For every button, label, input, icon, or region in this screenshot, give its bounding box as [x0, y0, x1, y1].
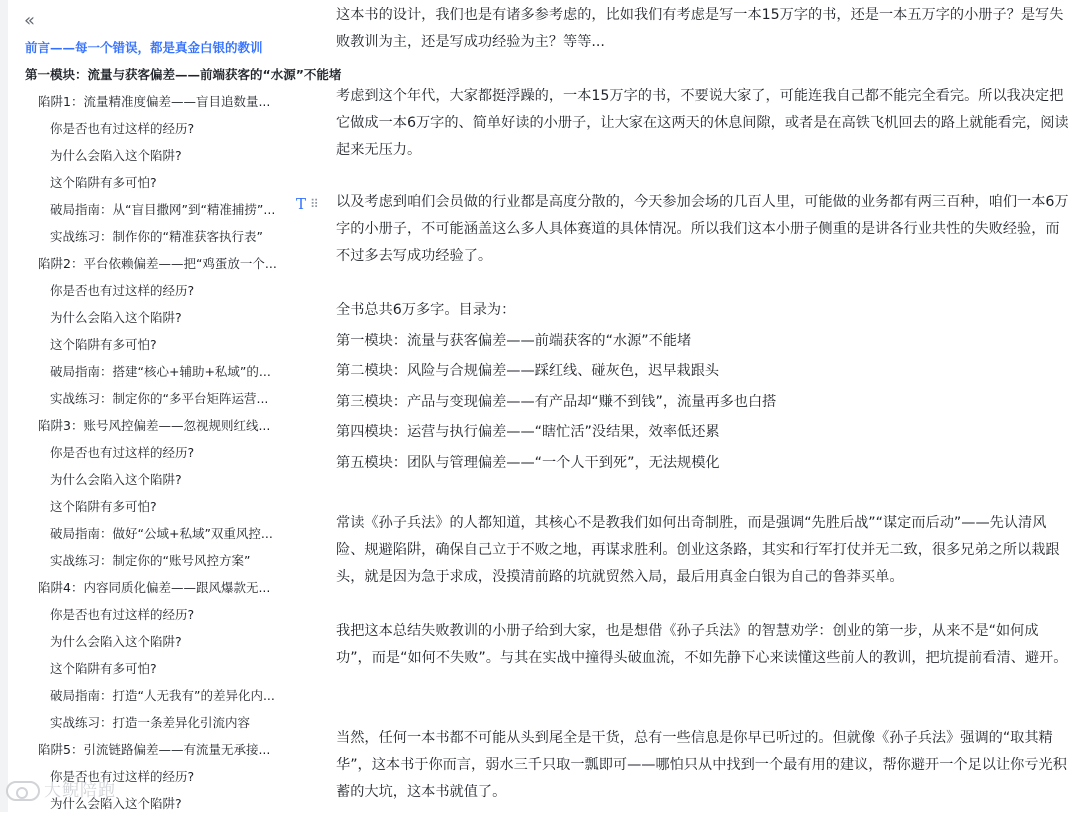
outline-item[interactable]: 这个陷阱有多可怕? [50, 337, 157, 352]
outline-item[interactable]: 陷阱4：内容同质化偏差——跟风爆款无... [38, 580, 271, 595]
outline-item[interactable]: 破局指南：从“盲目撒网”到“精准捕捞”... [50, 202, 276, 217]
outline-item[interactable]: 为什么会陷入这个陷阱? [50, 310, 182, 325]
outline-item[interactable]: 你是否也有过这样的经历? [50, 121, 195, 136]
outline-item[interactable]: 陷阱2：平台依赖偏差——把“鸡蛋放一个... [38, 256, 277, 271]
paragraph-era: 考虑到这个年代，大家都挺浮躁的，一本15万字的书，不要说大家了，可能连我自己都不能完全看完。所以我决定把它做成一本6万字的、简单好读的小册子，让大家在这两天的休息间隙，或者是在高铁飞机回去的路上就能看完，阅读起来无压力。 [336, 88, 1069, 158]
toc-line-2: 第二模块：风险与合规偏差——踩红线、碰灰色，迟早栽跟头 [336, 363, 720, 379]
paragraph-sunzi: 常读《孙子兵法》的人都知道，其核心不是教我们如何出奇制胜，而是强调“先胜后战”“谋定而后动”——先认清风险、规避陷阱，确保自己立于不败之地，再谋求胜利。创业这条路，其实和行军打仗并无二致，很多兄弟之所以栽跟头，就是因为急于求成，没摸清前路的坑就贸然入局，最后用真金白银为自己的鲁莽买单。 [336, 515, 1060, 585]
outline-item[interactable]: 陷阱3：账号风控偏差——忽视规则红线... [38, 418, 271, 433]
outline-sidebar [8, 0, 342, 812]
outline-item[interactable]: 破局指南：做好“公域+私域”双重风控... [50, 526, 273, 541]
outline-item[interactable]: 你是否也有过这样的经历? [50, 445, 195, 460]
outline-item[interactable]: 这个陷阱有多可怕? [50, 499, 157, 514]
outline-item[interactable]: 实战练习：制定你的“多平台矩阵运营... [50, 391, 269, 406]
outline-item[interactable]: 实战练习：制作你的“精准获客执行表” [50, 229, 263, 244]
left-edge-bar [0, 0, 8, 812]
outline-item[interactable]: 陷阱1：流量精准度偏差——盲目追数量... [38, 94, 271, 109]
drag-handle-icon[interactable]: ⠿ [310, 197, 318, 211]
outline-item[interactable]: 你是否也有过这样的经历? [50, 769, 195, 784]
watermark [6, 776, 116, 801]
paragraph-toc-intro: 全书总共6万多字。目录为： [336, 302, 516, 318]
outline-item[interactable]: 为什么会陷入这个陷阱? [50, 796, 182, 811]
text-block-icon[interactable]: T [296, 195, 307, 213]
toc-line-3: 第三模块：产品与变现偏差——有产品却“赚不到钱”，流量再多也白搭 [336, 394, 777, 410]
outline-item[interactable]: 第一模块：流量与获客偏差——前端获客的“水源”不能堵 [25, 67, 342, 82]
outline-list [8, 34, 342, 817]
watermark-text: 大鲵陪跑 [44, 781, 116, 801]
outline-item[interactable]: 这个陷阱有多可怕? [50, 175, 157, 190]
paragraph-industry: 以及考虑到咱们会员做的行业都是高度分散的，今天参加会场的几百人里，可能做的业务都有两三百种，咱们一本6万字的小册子，不可能涵盖这么多人具体赛道的具体情况。所以我们这本小册子侧重的是讲各行业共性的失败经验，而不过多去写成功经验了。 [336, 194, 1069, 264]
outline-item[interactable]: 你是否也有过这样的经历? [50, 283, 195, 298]
block-handle[interactable] [296, 194, 332, 214]
outline-item[interactable]: 前言——每一个错误，都是真金白银的教训 [25, 40, 263, 55]
watermark-logo-icon [6, 781, 40, 801]
collapse-sidebar-icon[interactable]: « [24, 10, 36, 31]
outline-item[interactable]: 破局指南：搭建“核心+辅助+私域”的... [50, 364, 271, 379]
paragraph-booklet: 我把这本总结失败教训的小册子给到大家，也是想借《孙子兵法》的智慧劝学：创业的第一步，从来不是“如何成功”，而是“如何不失败”。与其在实战中撞得头破血流，不如先静下心来读懂这些前人的教训，把坑提前看清、避开。 [336, 623, 1068, 666]
paragraph-design: 这本书的设计，我们也是有诸多参考虑的，比如我们有考虑是写一本15万字的书，还是一本五万字的小册子？是写失败教训为主，还是写成功经验为主？等等... [336, 7, 1064, 50]
outline-item[interactable]: 破局指南：打造“人无我有”的差异化内... [50, 688, 275, 703]
toc-line-1: 第一模块：流量与获客偏差——前端获客的“水源”不能堵 [336, 333, 692, 349]
outline-item[interactable]: 你是否也有过这样的经历? [50, 607, 195, 622]
outline-item[interactable]: 实战练习：打造一条差异化引流内容 [50, 715, 251, 730]
outline-item[interactable]: 为什么会陷入这个陷阱? [50, 472, 182, 487]
outline-item[interactable]: 为什么会陷入这个陷阱? [50, 148, 182, 163]
outline-item[interactable]: 实战练习：制定你的“账号风控方案” [50, 553, 251, 568]
toc-line-4: 第四模块：运营与执行偏差——“瞎忙活”没结果，效率低还累 [336, 424, 720, 440]
paragraph-conclusion: 当然，任何一本书都不可能从头到尾全是干货，总有一些信息是你早已听过的。但就像《孙子兵法》强调的“取其精华”，这本书于你而言，弱水三千只取一瓢即可——哪怕只从中找到一个最有用的建议，帮你避开一个足以让你亏光积蓄的大坑，这本书就值了。 [336, 730, 1067, 800]
outline-item[interactable]: 陷阱5：引流链路偏差——有流量无承接... [38, 742, 271, 757]
outline-item[interactable]: 为什么会陷入这个陷阱? [50, 634, 182, 649]
toc-line-5: 第五模块：团队与管理偏差——“一个人干到死”，无法规模化 [336, 455, 720, 471]
outline-item[interactable]: 这个陷阱有多可怕? [50, 661, 157, 676]
